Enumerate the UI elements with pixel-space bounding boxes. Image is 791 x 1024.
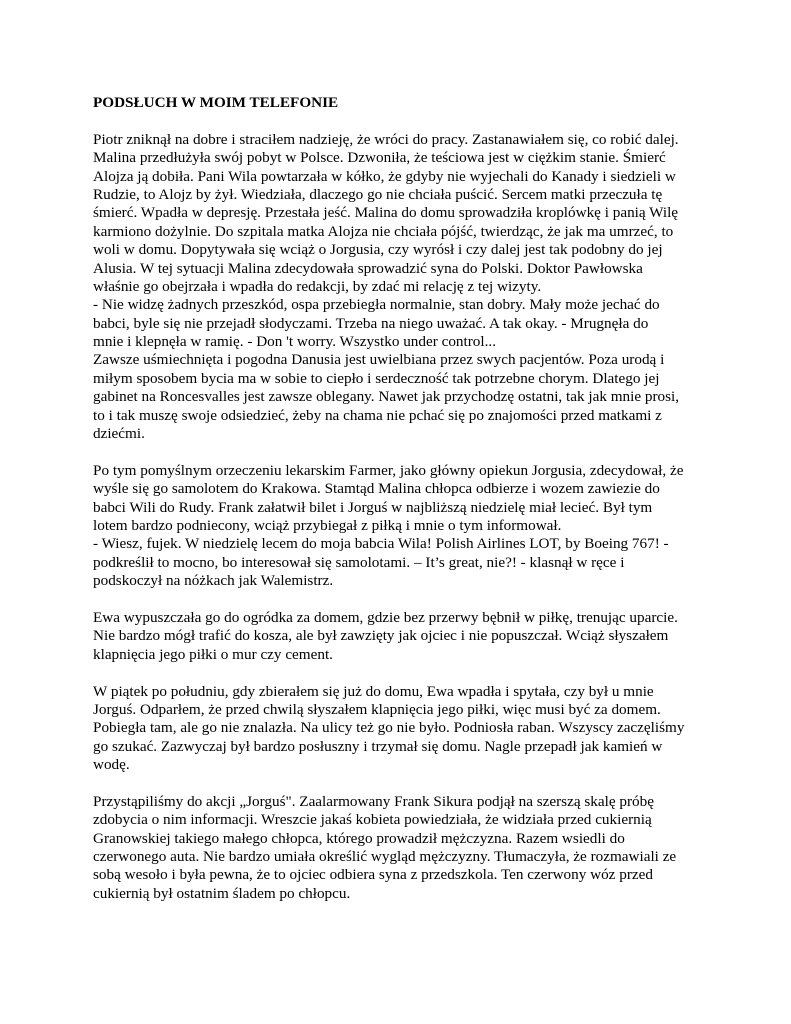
text-line: właśnie go obejrzała i wpadła do redakcji, by zdać mi relację z tej wizyty. <box>93 277 542 295</box>
text-line: to i tak muszę swoje odsiedzieć, żeby na chama nie pchać się po znajomości przed matkami z <box>93 406 662 424</box>
document-title: PODSŁUCH W MOIM TELEFONIE <box>93 94 339 111</box>
text-line: go szukać. Zazwyczaj był bardzo posłuszny i trzymał się domu. Nagle przepadł jak kamień w <box>93 737 663 755</box>
text-line: babci Wili do Rudy. Frank załatwił bilet i Jorguś w najbliższą niedzielę miał lecieć. Był tym <box>93 498 653 516</box>
text-line: Pobiegła tam, ale go nie znalazła. Na ulicy też go nie było. Podniosła raban. Wszyscy zaczęliśmy <box>93 719 685 737</box>
text-line: lotem bardzo podniecony, wciąż przybiegał z piłką i mnie o tym informował. <box>93 516 562 534</box>
text-line: podskoczył na nóżkach jak Walemistrz. <box>93 572 334 590</box>
text-line: babci, byle się nie przejadł słodyczami. Trzeba na niego uważać. A tak okay. - Mrugnęła do <box>93 314 649 332</box>
text-line: dziećmi. <box>93 425 145 443</box>
paragraph-gap <box>93 443 713 461</box>
document-body <box>93 94 713 903</box>
text-line: wodę. <box>93 756 130 774</box>
text-line: klapnięcia jego piłki o mur czy cement. <box>93 645 333 663</box>
text-line: Przystąpiliśmy do akcji „Jorguś". Zaalarmowany Frank Sikura podjął na szerszą skalę próbę <box>93 792 654 810</box>
text-line: Granowskiej takiego małego chłopca, którego prowadził mężczyzna. Razem wsiedli do <box>93 829 625 847</box>
text-line: Po tym pomyślnym orzeczeniu lekarskim Farmer, jako główny opiekun Jorgusia, zdecydował, że <box>93 461 684 479</box>
text-line: Zawsze uśmiechnięta i pogodna Danusia jest uwielbiana przez swych pacjentów. Poza urodą i <box>93 351 665 369</box>
text-line: Malina przedłużyła swój pobyt w Polsce. Dzwoniła, że teściowa jest w ciężkim stanie. Śmierć <box>93 149 666 167</box>
text-line: Alojza ją dobiła. Pani Wila powtarzała w kółko, że gdyby nie wyjechali do Kanady i siedzieli w <box>93 167 676 185</box>
text-line: W piątek po południu, gdy zbierałem się już do domu, Ewa wpadła i spytała, czy był u mnie <box>93 682 654 700</box>
text-line: Ewa wypuszczała go do ogródka za domem, gdzie bez przerwy bębnił w piłkę, trenując uparcie. <box>93 608 678 626</box>
text-line: miłym sposobem bycia ma w sobie to ciepło i serdeczność tak potrzebne chorym. Dlatego jej <box>93 369 660 387</box>
text-line: czerwonego auta. Nie bardzo umiała określić wygląd mężczyzny. Tłumaczyła, że rozmawiali ze <box>93 848 677 866</box>
text-line: Alusia. W tej sytuacji Malina zdecydowała sprowadzić syna do Polski. Doktor Pawłowska <box>93 259 643 277</box>
text-line: woli w domu. Dopytywała się wciąż o Jorgusia, czy wyrósł i czy dalej jest tak podobny do jej <box>93 241 663 259</box>
text-line: Rudzie, to Alojz by żył. Wiedziała, dlaczego go nie chciała puścić. Sercem matki przeczuła tę <box>93 185 663 203</box>
paragraph-gap <box>93 664 713 682</box>
paragraphs-container <box>93 131 713 903</box>
text-line: śmierć. Wpadła w depresję. Przestała jeść. Malina do domu sprowadziła kroplówkę i panią Wilę <box>93 204 679 222</box>
text-line: mnie i klepnęła w ramię. - Don 't worry. Wszystko under control... <box>93 333 496 351</box>
paragraph <box>93 131 713 444</box>
text-line: - Wiesz, fujek. W niedzielę lecem do moja babcia Wila! Polish Airlines LOT, by Boeing 767! - <box>93 535 669 553</box>
text-line: Nie bardzo mógł trafić do kosza, ale był zawzięty jak ojciec i nie popuszczał. Wciąż słyszałem <box>93 627 669 645</box>
text-line: podkreślił to mocno, bo interesował się samolotami. – It’s great, nie?! - klasnął w ręce i <box>93 553 625 571</box>
paragraph <box>93 683 713 775</box>
text-line: wyśle się go samolotem do Krakowa. Stamtąd Malina chłopca odbierze i wozem zawiezie do <box>93 480 660 498</box>
text-line: zdobycia o nim informacji. Wreszcie jakaś kobieta powiedziała, że widziała przed cukiernią <box>93 811 652 829</box>
paragraph <box>93 793 713 903</box>
text-line: sobą wesoło i była pewna, że to ojciec odbiera syna z przedszkola. Ten czerwony wóz przed <box>93 866 653 884</box>
paragraph-gap <box>93 774 713 792</box>
text-line: Jorguś. Odparłem, że przed chwilą słyszałem klapnięcia jego piłki, więc musi być za domem. <box>93 700 661 718</box>
paragraph <box>93 609 713 664</box>
text-line: cukiernią był ostatnim śladem po chłopcu. <box>93 884 351 902</box>
paragraph-gap <box>93 112 713 130</box>
paragraph-gap <box>93 591 713 609</box>
paragraph <box>93 462 713 591</box>
text-line: gabinet na Roncesvalles jest zawsze oblegany. Nawet jak przychodzę ostatni, tak jak mnie prosi, <box>93 388 680 406</box>
text-line: karmiono dożylnie. Do szpitala matka Alojza nie chciała pójść, twierdząc, że jak ma umrzeć, to <box>93 222 674 240</box>
text-line: Piotr zniknął na dobre i straciłem nadzieję, że wróci do pracy. Zastanawiałem się, co robić dalej. <box>93 130 679 148</box>
text-line: - Nie widzę żadnych przeszkód, ospa przebiegła normalnie, stan dobry. Mały może jechać do <box>93 296 660 314</box>
